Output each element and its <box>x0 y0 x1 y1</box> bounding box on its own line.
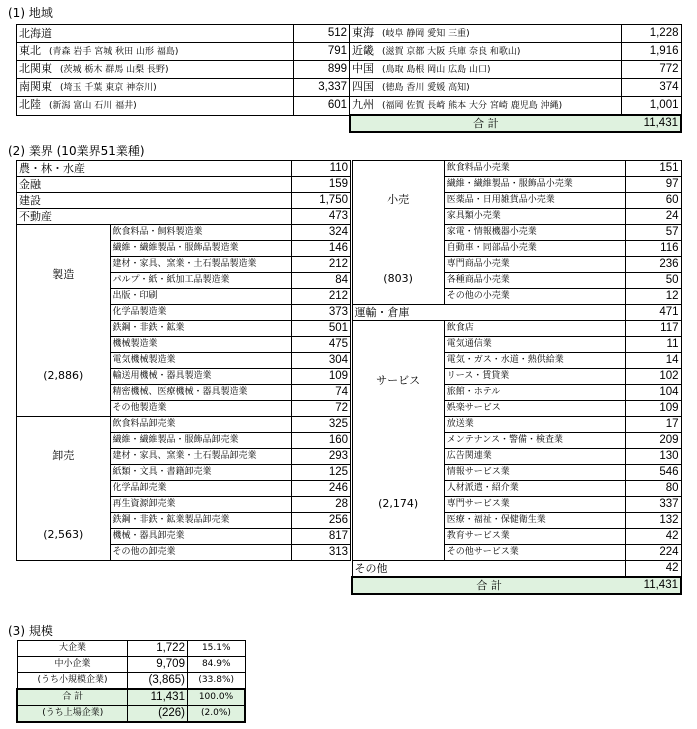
subindustry-name: 放送業 <box>444 417 625 433</box>
industry-value: 1,750 <box>292 193 351 209</box>
scale-row <box>17 657 245 673</box>
industry-value: 473 <box>292 209 351 225</box>
scale-name: 中小企業 <box>17 657 128 673</box>
scale-pct: 15.1% <box>187 641 245 657</box>
subindustry-name: 自動車・同部品小売業 <box>444 241 625 257</box>
region-row <box>17 79 682 97</box>
region-name: 中国 <box>352 62 375 75</box>
subindustry-value: 11 <box>625 337 681 353</box>
subindustry-name: 出版・印刷 <box>110 289 292 305</box>
manufacturing-group-label <box>17 225 111 417</box>
scale-listed-label: (うち上場企業) <box>17 706 128 723</box>
subindustry-value: 125 <box>292 465 351 481</box>
subindustry-name: 専門商品小売業 <box>444 257 625 273</box>
subindustry-value: 324 <box>292 225 351 241</box>
service-group-label <box>352 321 444 561</box>
subindustry-name: 機械・器具卸売業 <box>110 529 292 545</box>
region-table <box>16 24 682 133</box>
retail-total: (803) <box>383 272 413 285</box>
subindustry-value: 104 <box>625 385 681 401</box>
transport-name: 運輸・倉庫 <box>352 305 625 321</box>
transport-value: 471 <box>625 305 681 321</box>
subindustry-value: 209 <box>625 433 681 449</box>
scale-total-label: 合 計 <box>17 689 128 706</box>
region-prefectures: (新潟 富山 石川 福井) <box>49 101 137 112</box>
other-name: その他 <box>352 561 625 578</box>
region-name-cell <box>350 61 622 79</box>
region-name-cell <box>350 25 622 43</box>
region-prefectures: (滋賀 京都 大阪 兵庫 奈良 和歌山) <box>382 47 521 57</box>
subindustry-name: 繊維・繊維製品・服飾品製造業 <box>110 241 292 257</box>
wholesale-total: (2,563) <box>43 528 84 541</box>
scale-row <box>17 673 245 690</box>
subindustry-name: 広告関連業 <box>444 449 625 465</box>
subindustry-name: パルプ・紙・紙加工品製造業 <box>110 273 292 289</box>
subindustry-name: 紙類・文具・書籍卸売業 <box>110 465 292 481</box>
scale-value: 1,722 <box>128 641 187 657</box>
subindustry-name: 精密機械、医療機械・器具製造業 <box>110 385 292 401</box>
region-prefectures: (鳥取 島根 岡山 広島 山口) <box>382 65 491 75</box>
subindustry-value: 116 <box>625 241 681 257</box>
subindustry-name: 化学品卸売業 <box>110 481 292 497</box>
region-value: 899 <box>294 61 350 79</box>
subindustry-name: 家電・情報機器小売業 <box>444 225 625 241</box>
subindustry-name: 化学品製造業 <box>110 305 292 321</box>
region-row <box>17 97 682 116</box>
region-prefectures: (埼玉 千葉 東京 神奈川) <box>60 83 157 93</box>
region-row <box>17 25 682 43</box>
scale-listed-value: (226) <box>128 706 187 723</box>
region-name: 東海 <box>352 26 375 39</box>
subindustry-value: 109 <box>625 401 681 417</box>
subindustry-name: 電気通信業 <box>444 337 625 353</box>
scale-name: (うち小規模企業) <box>17 673 128 690</box>
region-name-cell <box>350 97 622 116</box>
region-prefectures: (岐阜 静岡 愛知 三重) <box>382 29 470 39</box>
subindustry-row <box>352 321 681 337</box>
region-value: 512 <box>294 25 350 43</box>
subindustry-name: 鉄鋼・非鉄・鉱業製品卸売業 <box>110 513 292 529</box>
subindustry-name: 各種商品小売業 <box>444 273 625 289</box>
subindustry-name: 建材・家具、窯業・土石製品製造業 <box>110 257 292 273</box>
industry-row <box>17 161 351 177</box>
region-value: 791 <box>294 43 350 61</box>
other-value: 42 <box>625 561 681 578</box>
subindustry-row <box>17 417 351 433</box>
region-name-cell <box>17 97 294 116</box>
subindustry-name: 人材派遣・紹介業 <box>444 481 625 497</box>
subindustry-value: 12 <box>625 289 681 305</box>
industry-row <box>17 209 351 225</box>
service-label: サービス <box>376 374 421 387</box>
service-total: (2,174) <box>378 497 419 510</box>
subindustry-value: 337 <box>625 497 681 513</box>
retail-label: 小売 <box>387 193 410 206</box>
subindustry-name: 家具類小売業 <box>444 209 625 225</box>
subindustry-name: 娯楽サービス <box>444 401 625 417</box>
subindustry-value: 24 <box>625 209 681 225</box>
subindustry-value: 160 <box>292 433 351 449</box>
subindustry-name: メンテナンス・警備・検査業 <box>444 433 625 449</box>
region-name-cell <box>17 79 294 97</box>
subindustry-row <box>17 225 351 241</box>
region-name-cell <box>17 61 294 79</box>
subindustry-name: 電気・ガス・水道・熱供給業 <box>444 353 625 369</box>
region-prefectures: (青森 岩手 宮城 秋田 山形 福島) <box>49 47 179 57</box>
region-row <box>17 43 682 61</box>
subindustry-name: 機械製造業 <box>110 337 292 353</box>
subindustry-name: リース・賃貸業 <box>444 369 625 385</box>
subindustry-value: 102 <box>625 369 681 385</box>
subindustry-value: 72 <box>292 401 351 417</box>
region-total-value: 11,431 <box>621 115 681 132</box>
industry-total-label: 合 計 <box>352 577 625 594</box>
subindustry-name: その他製造業 <box>110 401 292 417</box>
industry-heading: (2) 業界 (10業界51業種) <box>8 144 145 158</box>
region-value: 1,001 <box>621 97 681 116</box>
subindustry-value: 84 <box>292 273 351 289</box>
industry-name: 建設 <box>17 193 292 209</box>
subindustry-value: 325 <box>292 417 351 433</box>
subindustry-value: 132 <box>625 513 681 529</box>
subindustry-value: 304 <box>292 353 351 369</box>
region-value: 601 <box>294 97 350 116</box>
subindustry-value: 14 <box>625 353 681 369</box>
region-value: 3,337 <box>294 79 350 97</box>
industry-total-value: 11,431 <box>625 577 681 594</box>
subindustry-name: 飲食料品小売業 <box>444 161 625 177</box>
scale-name: 大企業 <box>17 641 128 657</box>
subindustry-value: 313 <box>292 545 351 561</box>
region-value: 1,916 <box>621 43 681 61</box>
subindustry-value: 293 <box>292 449 351 465</box>
subindustry-name: 建材・家具、窯業・土石製品卸売業 <box>110 449 292 465</box>
subindustry-value: 246 <box>292 481 351 497</box>
subindustry-name: その他の卸売業 <box>110 545 292 561</box>
region-name-cell <box>350 79 622 97</box>
region-name: 四国 <box>352 80 375 93</box>
subindustry-value: 130 <box>625 449 681 465</box>
subindustry-value: 546 <box>625 465 681 481</box>
subindustry-value: 373 <box>292 305 351 321</box>
retail-group-label <box>352 161 444 305</box>
subindustry-value: 501 <box>292 321 351 337</box>
subindustry-name: 再生資源卸売業 <box>110 497 292 513</box>
manufacturing-total: (2,886) <box>43 369 84 382</box>
subindustry-name: 繊維・繊維製品・服飾品小売業 <box>444 177 625 193</box>
region-name: 北海道 <box>19 27 52 40</box>
region-value: 1,228 <box>621 25 681 43</box>
region-name-cell <box>17 25 294 43</box>
subindustry-value: 146 <box>292 241 351 257</box>
wholesale-group-label <box>17 417 111 561</box>
subindustry-name: 飲食店 <box>444 321 625 337</box>
subindustry-name: 電気機械製造業 <box>110 353 292 369</box>
subindustry-value: 109 <box>292 369 351 385</box>
subindustry-name: 専門サービス業 <box>444 497 625 513</box>
region-heading: (1) 地域 <box>8 6 53 20</box>
region-prefectures: (徳島 香川 愛媛 高知) <box>382 83 470 93</box>
subindustry-value: 50 <box>625 273 681 289</box>
region-name: 南関東 <box>19 80 52 93</box>
subindustry-name: 医療・福祉・保健衛生業 <box>444 513 625 529</box>
industry-name: 金融 <box>17 177 292 193</box>
region-name: 近畿 <box>352 44 375 57</box>
scale-value: 9,709 <box>128 657 187 673</box>
manufacturing-label: 製造 <box>52 268 75 281</box>
region-value: 374 <box>621 79 681 97</box>
industry-value: 159 <box>292 177 351 193</box>
industry-name: 不動産 <box>17 209 292 225</box>
region-value: 772 <box>621 61 681 79</box>
industry-left-table <box>16 160 351 561</box>
subindustry-value: 74 <box>292 385 351 401</box>
scale-pct: 84.9% <box>187 657 245 673</box>
subindustry-name: 教育サービス業 <box>444 529 625 545</box>
subindustry-value: 256 <box>292 513 351 529</box>
subindustry-name: その他サービス業 <box>444 545 625 561</box>
subindustry-value: 28 <box>292 497 351 513</box>
subindustry-value: 117 <box>625 321 681 337</box>
scale-total-pct: 100.0% <box>187 689 245 706</box>
region-row <box>17 61 682 79</box>
industry-right-table <box>351 160 682 595</box>
subindustry-name: 輸送用機械・器具製造業 <box>110 369 292 385</box>
subindustry-value: 57 <box>625 225 681 241</box>
scale-heading: (3) 規模 <box>8 624 53 638</box>
scale-row <box>17 641 245 657</box>
industry-name: 農・林・水産 <box>17 161 292 177</box>
region-name: 北陸 <box>19 98 41 112</box>
subindustry-value: 42 <box>625 529 681 545</box>
region-name: 北関東 <box>19 62 52 75</box>
industry-value: 110 <box>292 161 351 177</box>
region-name-cell <box>17 43 294 61</box>
scale-total-value: 11,431 <box>128 689 187 706</box>
region-total-label: 合 計 <box>350 115 622 132</box>
scale-value: (3,865) <box>128 673 187 690</box>
subindustry-value: 17 <box>625 417 681 433</box>
region-name: 東北 <box>19 44 41 57</box>
subindustry-value: 212 <box>292 289 351 305</box>
subindustry-row <box>352 161 681 177</box>
industry-row <box>17 177 351 193</box>
subindustry-value: 80 <box>625 481 681 497</box>
region-prefectures: (茨城 栃木 群馬 山梨 長野) <box>60 65 169 75</box>
subindustry-name: 情報サービス業 <box>444 465 625 481</box>
scale-pct: (33.8%) <box>187 673 245 690</box>
wholesale-label: 卸売 <box>52 449 75 462</box>
region-name: 九州 <box>352 98 375 111</box>
subindustry-value: 60 <box>625 193 681 209</box>
subindustry-name: 鉄鋼・非鉄・鉱業 <box>110 321 292 337</box>
region-prefectures: (福岡 佐賀 長崎 熊本 大分 宮崎 鹿児島 沖縄) <box>382 101 563 111</box>
subindustry-value: 475 <box>292 337 351 353</box>
subindustry-name: 飲食料品・飼料製造業 <box>110 225 292 241</box>
subindustry-name: 繊維・繊維製品・服飾品卸売業 <box>110 433 292 449</box>
subindustry-name: その他の小売業 <box>444 289 625 305</box>
subindustry-value: 236 <box>625 257 681 273</box>
subindustry-value: 817 <box>292 529 351 545</box>
subindustry-value: 97 <box>625 177 681 193</box>
subindustry-value: 151 <box>625 161 681 177</box>
scale-table <box>16 640 246 723</box>
subindustry-value: 224 <box>625 545 681 561</box>
region-name-cell <box>350 43 622 61</box>
industry-row <box>17 193 351 209</box>
subindustry-name: 旅館・ホテル <box>444 385 625 401</box>
subindustry-value: 212 <box>292 257 351 273</box>
subindustry-name: 飲食料品卸売業 <box>110 417 292 433</box>
subindustry-name: 医薬品・日用雑貨品小売業 <box>444 193 625 209</box>
scale-listed-pct: (2.0%) <box>187 706 245 723</box>
